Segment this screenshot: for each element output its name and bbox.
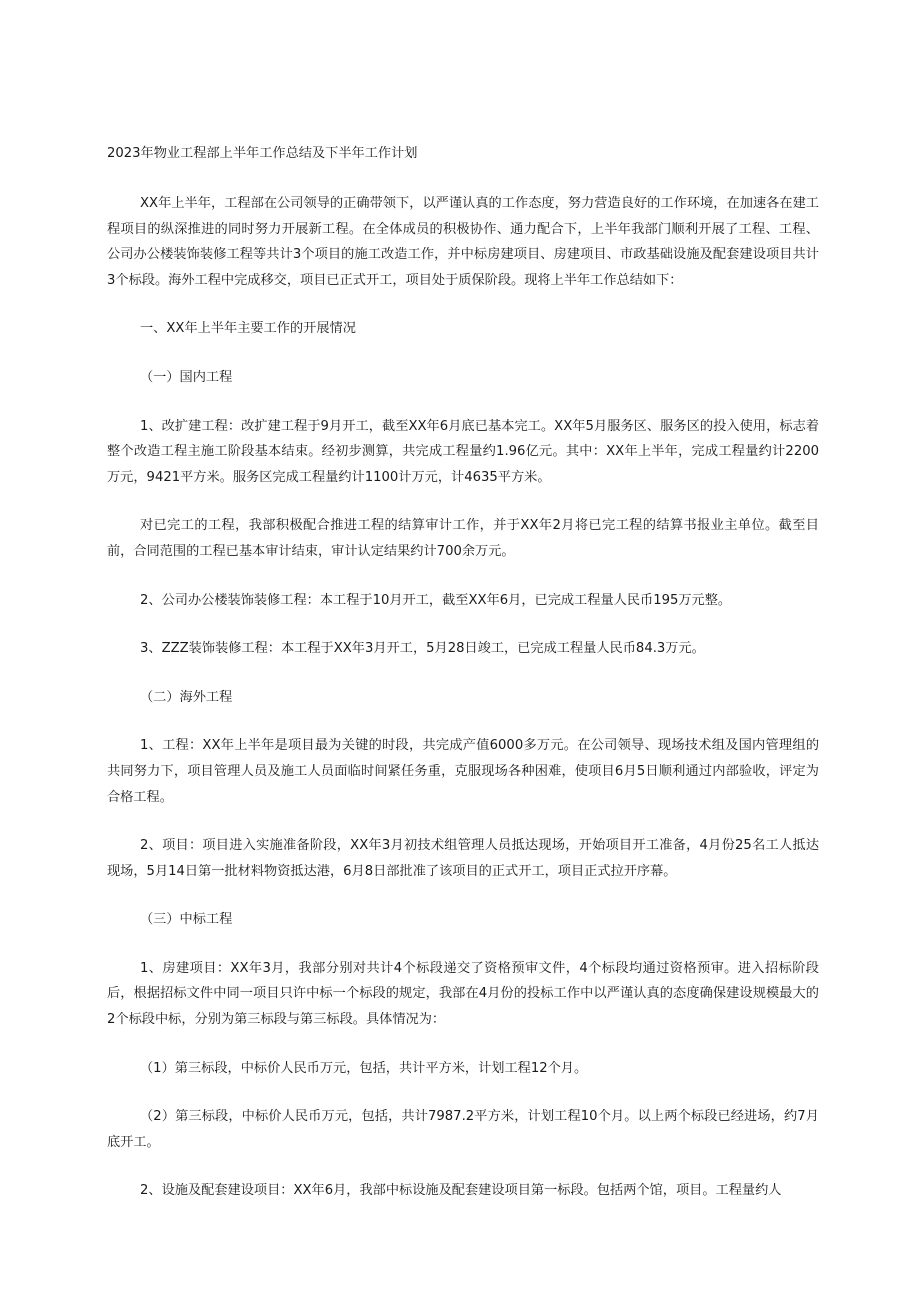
document-body xyxy=(107,143,819,1227)
paragraph-expansion-project: 1、改扩建工程：改扩建工程于9月开工，截至XX年6月底已基本完工。XX年5月服务区、服务区的投入使用，标志着整个改造工程主施工阶段基本结束。经初步测算，共完成工程量约1.96亿元。其中：XX年上半年，完成工程量约计2200万元，9421平方米。服务区完成工程量约计1100计万元，计4635平方米。 xyxy=(107,418,819,485)
paragraph-housing-bid: 1、房建项目：XX年3月，我部分别对共计4个标段递交了资格预审文件，4个标段均通过资格预审。进入招标阶段后，根据招标文件中同一项目只许中标一个标段的规定，我部在4月份的投标工作中以严谨认真的态度确保建设规模最大的2个标段中标，分别为第三标段与第三标段。具体情况为： xyxy=(107,960,819,1028)
subsection-heading-domestic: （一）国内工程 xyxy=(140,369,233,385)
paragraph-lot-2: （2）第三标段，中标价人民币万元，包括，共计7987.2平方米，计划工程10个月。以上两个标段已经进场，约7月底开工。 xyxy=(107,1109,819,1150)
paragraph-zzz-decoration: 3、ZZZ装饰装修工程：本工程于XX年3月开工，5月28日竣工，已完成工程量人民币84.3万元。 xyxy=(140,641,705,657)
document-title: 2023年物业工程部上半年工作总结及下半年工作计划 xyxy=(107,146,418,161)
subsection-heading-bids: （三）中标工程 xyxy=(140,912,233,928)
subsection-heading-overseas: （二）海外工程 xyxy=(140,689,233,705)
paragraph-facilities-bid: 2、设施及配套建设项目：XX年6月，我部中标设施及配套建设项目第一标段。包括两个馆，项目。工程量约人 xyxy=(140,1183,782,1199)
paragraph-office-decoration: 2、公司办公楼装饰装修工程：本工程于10月开工，截至XX年6月，已完成工程量人民币195万元整。 xyxy=(140,592,732,608)
paragraph-overseas-project-1: 1、工程：XX年上半年是项目最为关键的时段，共完成产值6000多万元。在公司领导、现场技术组及国内管理组的共同努力下，项目管理人员及施工人员面临时间紧任务重，克服现场各种困难，使项目6月5日顺利通过内部验收，评定为合格工程。 xyxy=(107,738,819,805)
paragraph-lot-1: （1）第三标段，中标价人民币万元，包括，共计平方米，计划工程12个月。 xyxy=(140,1060,588,1076)
section-heading-1: 一、XX年上半年主要工作的开展情况 xyxy=(140,321,356,337)
intro-paragraph: XX年上半年，工程部在公司领导的正确带领下，以严谨认真的工作态度，努力营造良好的工作环境，在加速各在建工程项目的纵深推进的同时努力开展新工程。在全体成员的积极协作、通力配合下，上半年我部门顺利开展了工程、工程、公司办公楼装饰装修工程等共计3个项目的施工改造工作，并中标房建项目、房建项目、市政基础设施及配套建设项目共计3个标段。海外工程中完成移交，项目已正式开工，项目处于质保阶段。现将上半年工作总结如下： xyxy=(107,196,819,288)
paragraph-overseas-project-2: 2、项目：项目进入实施准备阶段，XX年3月初技术组管理人员抵达现场，开始项目开工准备，4月份25名工人抵达现场，5月14日第一批材料物资抵达港，6月8日部批准了该项目的正式开工，项目正式拉开序幕。 xyxy=(107,838,820,879)
paragraph-settlement-audit: 对已完工的工程，我部积极配合推进工程的结算审计工作，并于XX年2月将已完工程的结算书报业主单位。截至目前，合同范围的工程已基本审计结束，审计认定结果约计700余万元。 xyxy=(107,518,819,559)
